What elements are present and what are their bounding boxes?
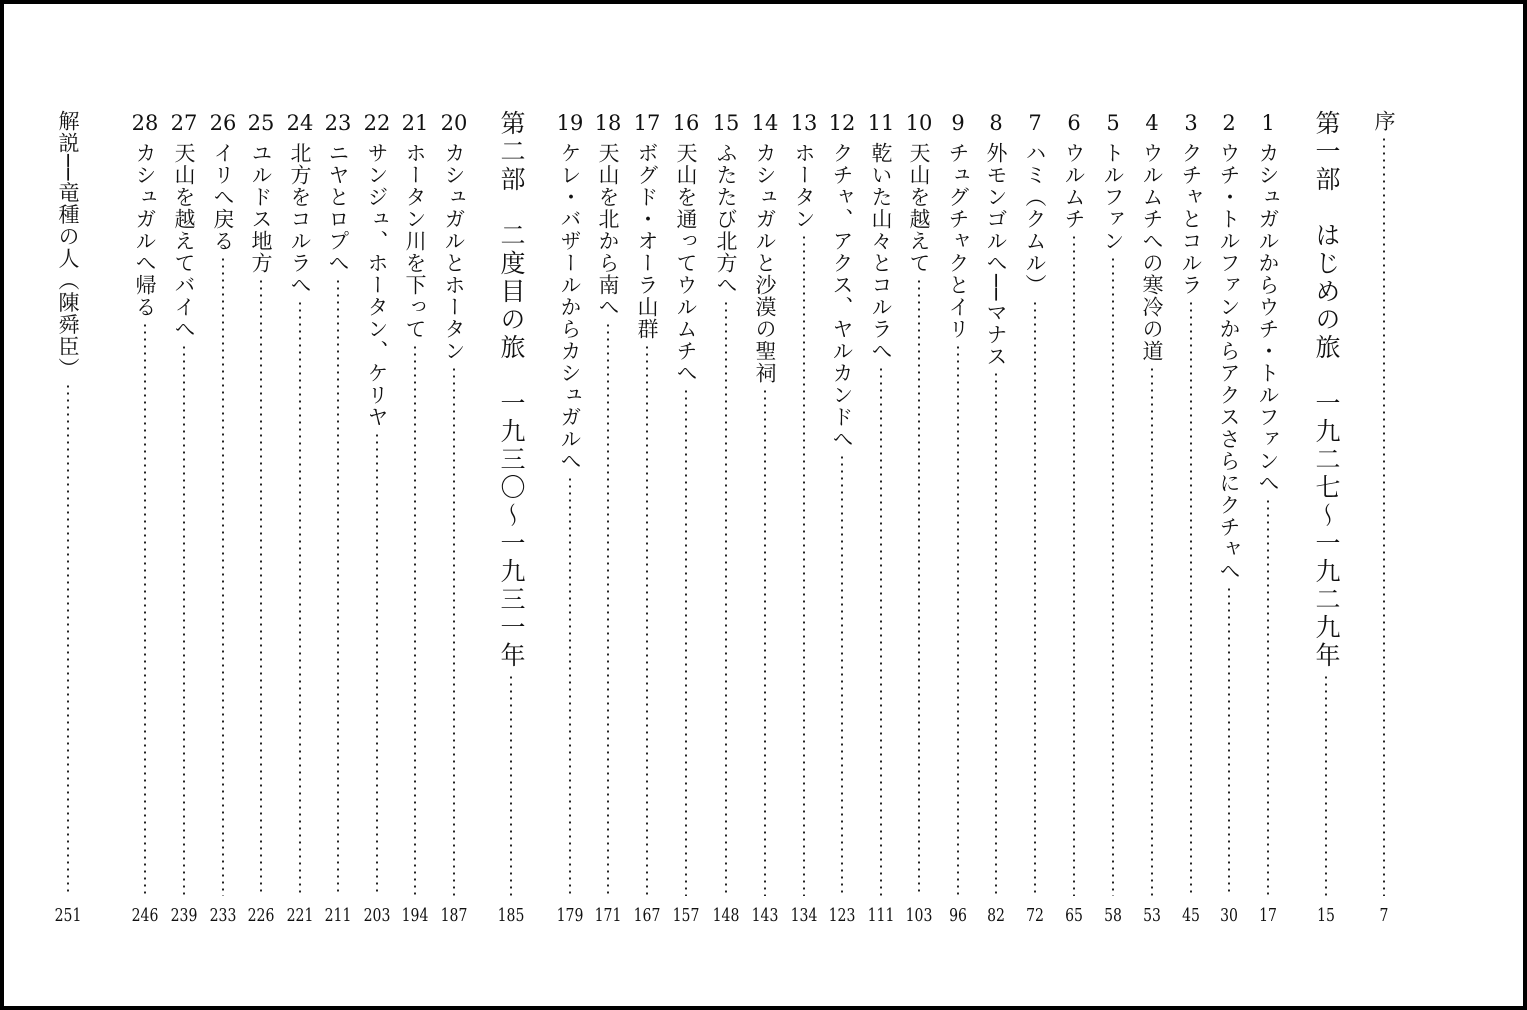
entry-title: 天山を越えて bbox=[907, 142, 931, 274]
toc-entry[interactable] bbox=[1249, 4, 1287, 1006]
entry-title-block bbox=[1016, 142, 1054, 896]
entry-title: クチャ、アクス、ヤルカンドへ bbox=[830, 142, 854, 450]
toc-entry-commentary[interactable] bbox=[49, 4, 87, 1006]
entry-title: ふたたび北方へ bbox=[714, 142, 738, 296]
page-number: 148 bbox=[712, 905, 740, 926]
toc-entry[interactable] bbox=[707, 4, 745, 1006]
page-number: 123 bbox=[828, 905, 856, 926]
entry-title-block bbox=[281, 142, 319, 896]
dot-leader bbox=[1151, 366, 1153, 896]
chapter-number: 5 bbox=[1106, 111, 1120, 135]
chapter-number: 4 bbox=[1145, 111, 1159, 135]
part-title: 第二部 二度目の旅 一九三〇〜一九三一年 bbox=[497, 110, 526, 670]
page-number: 103 bbox=[905, 905, 933, 926]
entry-title-block bbox=[551, 142, 589, 896]
entry-title: ホータン bbox=[792, 142, 816, 230]
chapter-number: 15 bbox=[712, 111, 740, 135]
chapter-number: 28 bbox=[131, 111, 159, 135]
entry-title: 北方をコルラへ bbox=[288, 142, 312, 296]
entry-title: ウルムチ bbox=[1062, 142, 1086, 230]
dot-leader bbox=[222, 256, 224, 896]
page-number: 185 bbox=[497, 905, 525, 926]
dot-leader bbox=[841, 454, 843, 896]
toc-part-heading[interactable] bbox=[1307, 4, 1345, 1006]
toc-entry[interactable] bbox=[900, 4, 938, 1006]
dot-leader bbox=[510, 674, 512, 896]
dot-leader bbox=[183, 344, 185, 896]
dot-leader bbox=[337, 278, 339, 896]
entry-title: ボグド・オーラ山群 bbox=[635, 142, 659, 340]
dot-leader bbox=[957, 344, 959, 896]
entry-title-block bbox=[1172, 142, 1210, 896]
toc-entry[interactable] bbox=[435, 4, 473, 1006]
page-number: 211 bbox=[324, 905, 352, 926]
toc-entry[interactable] bbox=[785, 4, 823, 1006]
entry-title: サンジュ、ホータン、ケリヤ bbox=[365, 142, 389, 428]
chapter-number: 6 bbox=[1067, 111, 1081, 135]
entry-title: ホータン川を下って bbox=[403, 142, 427, 340]
page-number: 82 bbox=[987, 905, 1005, 926]
page-number: 17 bbox=[1259, 905, 1277, 926]
chapter-number: 11 bbox=[867, 111, 895, 135]
entry-title: ケレ・バザールからカシュガルへ bbox=[558, 142, 582, 472]
toc-entry[interactable] bbox=[165, 4, 203, 1006]
dot-leader bbox=[376, 432, 378, 896]
entry-title-block bbox=[823, 142, 861, 896]
toc-entry[interactable] bbox=[242, 4, 280, 1006]
dot-leader bbox=[260, 278, 262, 896]
page-number: 7 bbox=[1379, 905, 1389, 926]
page-number: 53 bbox=[1143, 905, 1161, 926]
entry-title: ウチ・トルファンからアクスさらにクチャへ bbox=[1217, 142, 1241, 582]
entry-title: ハミ（クムル） bbox=[1023, 142, 1047, 296]
dot-leader bbox=[1228, 586, 1230, 896]
dot-leader bbox=[803, 234, 805, 896]
page-number: 96 bbox=[949, 905, 967, 926]
dot-leader bbox=[725, 300, 727, 896]
dot-leader bbox=[1267, 498, 1269, 896]
chapter-number: 17 bbox=[633, 111, 661, 135]
toc-entry[interactable] bbox=[551, 4, 589, 1006]
toc-entry[interactable] bbox=[1210, 4, 1248, 1006]
entry-title-block bbox=[435, 142, 473, 896]
toc-entry[interactable] bbox=[1055, 4, 1093, 1006]
table-of-contents bbox=[4, 4, 1523, 1006]
toc-entry[interactable] bbox=[628, 4, 666, 1006]
dot-leader bbox=[1190, 300, 1192, 896]
entry-title-block bbox=[628, 142, 666, 896]
entry-title-block bbox=[785, 142, 823, 896]
toc-entry[interactable] bbox=[589, 4, 627, 1006]
page-number: 65 bbox=[1065, 905, 1083, 926]
page-number: 111 bbox=[867, 905, 895, 926]
dot-leader bbox=[880, 366, 882, 896]
dot-leader bbox=[569, 476, 571, 896]
page-number: 251 bbox=[54, 905, 82, 926]
toc-entry[interactable] bbox=[1172, 4, 1210, 1006]
entry-title: イリへ戻る bbox=[211, 142, 235, 252]
page-number: 246 bbox=[131, 905, 159, 926]
page-number: 45 bbox=[1182, 905, 1200, 926]
dot-leader bbox=[414, 344, 416, 896]
chapter-number: 23 bbox=[324, 111, 352, 135]
chapter-number: 12 bbox=[828, 111, 856, 135]
page-number: 167 bbox=[633, 905, 661, 926]
entry-title-block bbox=[589, 142, 627, 896]
entry-title-block bbox=[1249, 142, 1287, 896]
page-number: 187 bbox=[440, 905, 468, 926]
chapter-number: 2 bbox=[1222, 111, 1236, 135]
part-title: 第一部 はじめの旅 一九二七〜一九二九年 bbox=[1312, 110, 1341, 670]
toc-entry[interactable] bbox=[746, 4, 784, 1006]
entry-title: クチャとコルラ bbox=[1179, 142, 1203, 296]
entry-title-block bbox=[358, 142, 396, 896]
dot-leader bbox=[453, 366, 455, 896]
entry-title-block bbox=[1210, 142, 1248, 896]
chapter-number: 19 bbox=[556, 111, 584, 135]
toc-entry[interactable] bbox=[281, 4, 319, 1006]
toc-entry[interactable] bbox=[126, 4, 164, 1006]
entry-title-block bbox=[319, 142, 357, 896]
entry-title: カシュガルとホータン bbox=[442, 142, 466, 362]
chapter-number: 20 bbox=[440, 111, 468, 135]
entry-title-block bbox=[707, 142, 745, 896]
entry-title: ニヤとロプへ bbox=[326, 142, 350, 274]
entry-title: 外モンゴルへ──マナス bbox=[984, 142, 1008, 368]
chapter-number: 26 bbox=[209, 111, 237, 135]
entry-title-block bbox=[1307, 110, 1345, 896]
chapter-number: 18 bbox=[594, 111, 622, 135]
toc-entry[interactable] bbox=[1016, 4, 1054, 1006]
toc-entry[interactable] bbox=[358, 4, 396, 1006]
entry-title-block bbox=[667, 142, 705, 896]
chapter-number: 9 bbox=[951, 111, 965, 135]
dot-leader bbox=[607, 322, 609, 896]
page-number: 233 bbox=[209, 905, 237, 926]
entry-title-block bbox=[862, 142, 900, 896]
toc-entry[interactable] bbox=[939, 4, 977, 1006]
toc-entry[interactable] bbox=[862, 4, 900, 1006]
toc-entry[interactable] bbox=[204, 4, 242, 1006]
page-number: 179 bbox=[556, 905, 584, 926]
page-number: 72 bbox=[1026, 905, 1044, 926]
chapter-number: 3 bbox=[1184, 111, 1198, 135]
chapter-number: 10 bbox=[905, 111, 933, 135]
chapter-number: 21 bbox=[401, 111, 429, 135]
chapter-number: 16 bbox=[672, 111, 700, 135]
toc-part-heading[interactable] bbox=[492, 4, 530, 1006]
page-number: 15 bbox=[1317, 905, 1335, 926]
dot-leader bbox=[1034, 300, 1036, 896]
dot-leader bbox=[685, 388, 687, 896]
chapter-number: 22 bbox=[363, 111, 391, 135]
chapter-number: 27 bbox=[170, 111, 198, 135]
entry-title-block bbox=[49, 110, 87, 896]
page-number: 194 bbox=[401, 905, 429, 926]
entry-title-block bbox=[492, 110, 530, 896]
dot-leader bbox=[1325, 674, 1327, 896]
page-number: 30 bbox=[1220, 905, 1238, 926]
chapter-number: 7 bbox=[1028, 111, 1042, 135]
entry-title-block bbox=[900, 142, 938, 896]
entry-title-block bbox=[1365, 110, 1403, 896]
entry-title: 解説──竜種の人（陳舜臣） bbox=[56, 110, 80, 380]
dot-leader bbox=[995, 371, 997, 896]
entry-title: トルファン bbox=[1101, 142, 1125, 252]
entry-title: チュグチャクとイリ bbox=[946, 142, 970, 340]
entry-title: カシュガルへ帰る bbox=[133, 142, 157, 318]
entry-title-block bbox=[165, 142, 203, 896]
dot-leader bbox=[1383, 136, 1385, 896]
entry-title-block bbox=[746, 142, 784, 896]
dot-leader bbox=[1073, 234, 1075, 896]
entry-title: 天山を北から南へ bbox=[596, 142, 620, 318]
entry-title-block bbox=[204, 142, 242, 896]
entry-title: ウルムチへの寒冷の道 bbox=[1140, 142, 1164, 362]
chapter-number: 24 bbox=[286, 111, 314, 135]
dot-leader bbox=[299, 300, 301, 896]
entry-title: カシュガルからウチ・トルファンへ bbox=[1256, 142, 1280, 494]
chapter-number: 8 bbox=[989, 111, 1003, 135]
entry-title-block bbox=[939, 142, 977, 896]
entry-title: 天山を通ってウルムチへ bbox=[674, 142, 698, 384]
page-number: 239 bbox=[170, 905, 198, 926]
page-number: 221 bbox=[286, 905, 314, 926]
page-number: 134 bbox=[790, 905, 818, 926]
chapter-number: 1 bbox=[1261, 111, 1275, 135]
entry-title-block bbox=[977, 142, 1015, 896]
dot-leader bbox=[67, 383, 69, 896]
toc-entry[interactable] bbox=[396, 4, 434, 1006]
entry-title-block bbox=[242, 142, 280, 896]
dot-leader bbox=[764, 388, 766, 896]
page-number: 203 bbox=[363, 905, 391, 926]
toc-entry[interactable] bbox=[977, 4, 1015, 1006]
dot-leader bbox=[646, 344, 648, 896]
toc-entry[interactable] bbox=[1133, 4, 1171, 1006]
page-number: 58 bbox=[1104, 905, 1122, 926]
entry-title: 乾いた山々とコルラへ bbox=[869, 142, 893, 362]
toc-entry[interactable] bbox=[823, 4, 861, 1006]
entry-title: 序 bbox=[1372, 110, 1396, 132]
toc-entry[interactable] bbox=[1094, 4, 1132, 1006]
entry-title: ユルドス地方 bbox=[249, 142, 273, 274]
dot-leader bbox=[144, 322, 146, 896]
toc-entry[interactable] bbox=[667, 4, 705, 1006]
toc-entry-preface[interactable] bbox=[1365, 4, 1403, 1006]
entry-title: 天山を越えてバイへ bbox=[172, 142, 196, 340]
toc-entry[interactable] bbox=[319, 4, 357, 1006]
page-number: 157 bbox=[672, 905, 700, 926]
entry-title: カシュガルと沙漠の聖祠 bbox=[753, 142, 777, 384]
chapter-number: 14 bbox=[751, 111, 779, 135]
page-number: 171 bbox=[594, 905, 622, 926]
page-number: 143 bbox=[751, 905, 779, 926]
entry-title-block bbox=[1055, 142, 1093, 896]
chapter-number: 25 bbox=[247, 111, 275, 135]
page-number: 226 bbox=[247, 905, 275, 926]
entry-title-block bbox=[1094, 142, 1132, 896]
dot-leader bbox=[1112, 256, 1114, 896]
entry-title-block bbox=[396, 142, 434, 896]
entry-title-block bbox=[1133, 142, 1171, 896]
dot-leader bbox=[918, 278, 920, 896]
entry-title-block bbox=[126, 142, 164, 896]
chapter-number: 13 bbox=[790, 111, 818, 135]
